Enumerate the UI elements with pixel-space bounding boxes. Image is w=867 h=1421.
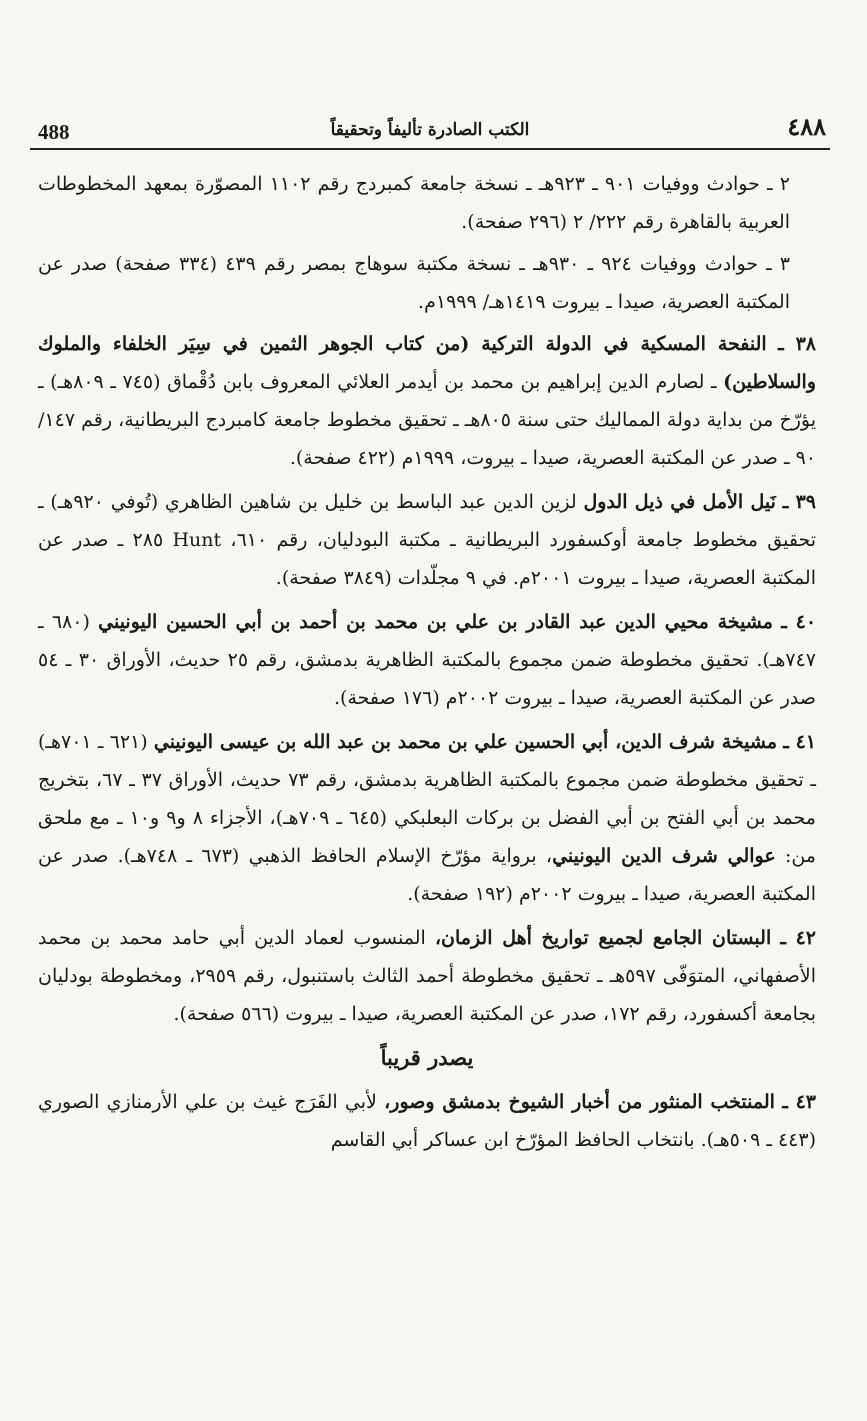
- sub-item-text: ٢ ـ حوادث ووفيات ٩٠١ ـ ٩٢٣هـ ـ نسخة جامعة كمبردج رقم ١١٠٢ المصوّرة بمعهد المخطوطات العربية بالقاهرة رقم ٢٢٢/ ٢ (٢٩٦ صفحة).: [38, 173, 790, 233]
- bibliography-entry: [38, 325, 816, 477]
- section-heading: يصدر قريباً: [380, 1045, 474, 1070]
- page-content: [38, 165, 816, 1165]
- entry-details: لأبي الفَرَج غيث بن علي الأرمنازي الصوري (٤٤٣ ـ ٥٠٩هـ). بانتخاب الحافظ المؤرّخ ابن عساكر أبي القاسم: [38, 1091, 816, 1151]
- entry-number: ٤٠ ـ: [781, 611, 817, 633]
- sub-item: [38, 245, 816, 321]
- entry-title: مشيخة محيي الدين عبد القادر بن علي بن محمد بن أحمد بن أبي الحسين اليونيني: [98, 611, 773, 633]
- entry-appendix-title: عوالي شرف الدين اليونيني: [552, 845, 776, 867]
- entry-details-continued: ، برواية مؤرّخ الإسلام الحافظ الذهبي (٦٧٣ ـ ٧٤٨هـ). صدر عن المكتبة العصرية، صيدا ـ بيروت ٢٠٠٢م (١٩٢ صفحة).: [38, 845, 816, 905]
- entry-details: المنسوب لعماد الدين أبي حامد محمد بن محمد الأصفهاني، المتوَفّى ٥٩٧هـ ـ تحقيق مخطوطة أحمد الثالث باستنبول، رقم ٢٩٥٩، ومخطوطة بودليان بجامعة أكسفورد، رقم ١٧٢، صدر عن المكتبة العصرية، صيدا ـ بيروت (٥٦٦ صفحة).: [38, 927, 817, 1025]
- entry-number: ٣٨ ـ: [778, 333, 816, 355]
- bibliography-entry: [38, 483, 816, 597]
- entry-details: ـ لصارم الدين إبراهيم بن محمد بن أيدمر العلائي المعروف بابن دُقْماق (٧٤٥ ـ ٨٠٩هـ) ـ يؤرّخ من بداية دولة المماليك حتى سنة ٨٠٥هـ ـ تحقيق مخطوط جامعة كامبردج البريطانية، رقم ١٤٧/ ٩٠ ـ صدر عن المكتبة العصرية، صيدا ـ بيروت، ١٩٩٩م (٤٢٢ صفحة).: [38, 371, 816, 469]
- entry-number: ٤٣ ـ: [782, 1091, 817, 1113]
- page-number-latin: 488: [38, 120, 70, 144]
- entry-details: لزين الدين عبد الباسط بن خليل بن شاهين الظاهري (تُوفي ٩٢٠هـ) ـ تحقيق مخطوط جامعة أوكسفورد البريطانية ـ مكتبة البودليان، رقم ٦١٠، Hunt ٢٨٥ ـ صدر عن المكتبة العصرية، صيدا ـ بيروت ٢٠٠١م. في ٩ مجلّدات (٣٨٤٩ صفحة).: [38, 491, 816, 589]
- page-header: [30, 108, 830, 150]
- bibliography-entry: [38, 1083, 816, 1159]
- entry-number: ٣٩ ـ: [782, 491, 817, 513]
- sub-item-text: ٣ ـ حوادث ووفيات ٩٢٤ ـ ٩٣٠هـ ـ نسخة مكتبة سوهاج بمصر رقم ٤٣٩ (٣٣٤ صفحة) صدر عن المكتبة العصرية، صيدا ـ بيروت ١٤١٩هـ/ ١٩٩٩م.: [38, 253, 791, 313]
- entry-title: نَيل الأمل في ذيل الدول: [583, 491, 776, 513]
- entry-details: (٦٢١ ـ ٧٠١هـ) ـ تحقيق مخطوطة ضمن مجموع بالمكتبة الظاهرية بدمشق، رقم ٧٣ حديث، الأوراق ٣٧ ـ ٦٧، بتخريج محمد بن أبي الفتح بن أبي الفضل بن بركات البعلبكي (٦٤٥ ـ ٧٠٩هـ)، الأجزاء ٨ و٩ و١٠ ـ مع ملحق من:: [38, 731, 817, 867]
- entry-title: مشيخة شرف الدين، أبي الحسين علي بن محمد بن عبد الله بن عيسى اليونيني: [153, 731, 778, 753]
- bibliography-entry: [38, 603, 816, 717]
- bibliography-entry: [38, 723, 816, 913]
- entry-number: ٤١ ـ: [783, 731, 817, 753]
- entry-details: (٦٨٠ ـ ٧٤٧هـ). تحقيق مخطوطة ضمن مجموع بالمكتبة الظاهرية بدمشق، رقم ٢٥ حديث، الأوراق ٣٠ ـ ٥٤ صدر عن المكتبة العصرية، صيدا ـ بيروت ٢٠٠٢م (١٧٦ صفحة).: [38, 611, 816, 709]
- sub-item: [38, 165, 816, 241]
- entry-title: المنتخب المنثور من أخبار الشيوخ بدمشق وصور،: [384, 1091, 775, 1113]
- entry-title: البستان الجامع لجميع تواريخ أهل الزمان،: [434, 927, 772, 949]
- running-title: الكتب الصادرة تأليفاً وتحقيقاً: [330, 120, 530, 140]
- entry-title: النفحة المسكية في الدولة التركية (من كتاب الجوهر الثمين في سِيَر الخلفاء والملوك والسلاطين): [38, 333, 817, 393]
- page-number-arabic: ٤٨٨: [787, 112, 826, 141]
- bibliography-entry: [38, 919, 816, 1033]
- entry-number: ٤٢ ـ: [780, 927, 817, 949]
